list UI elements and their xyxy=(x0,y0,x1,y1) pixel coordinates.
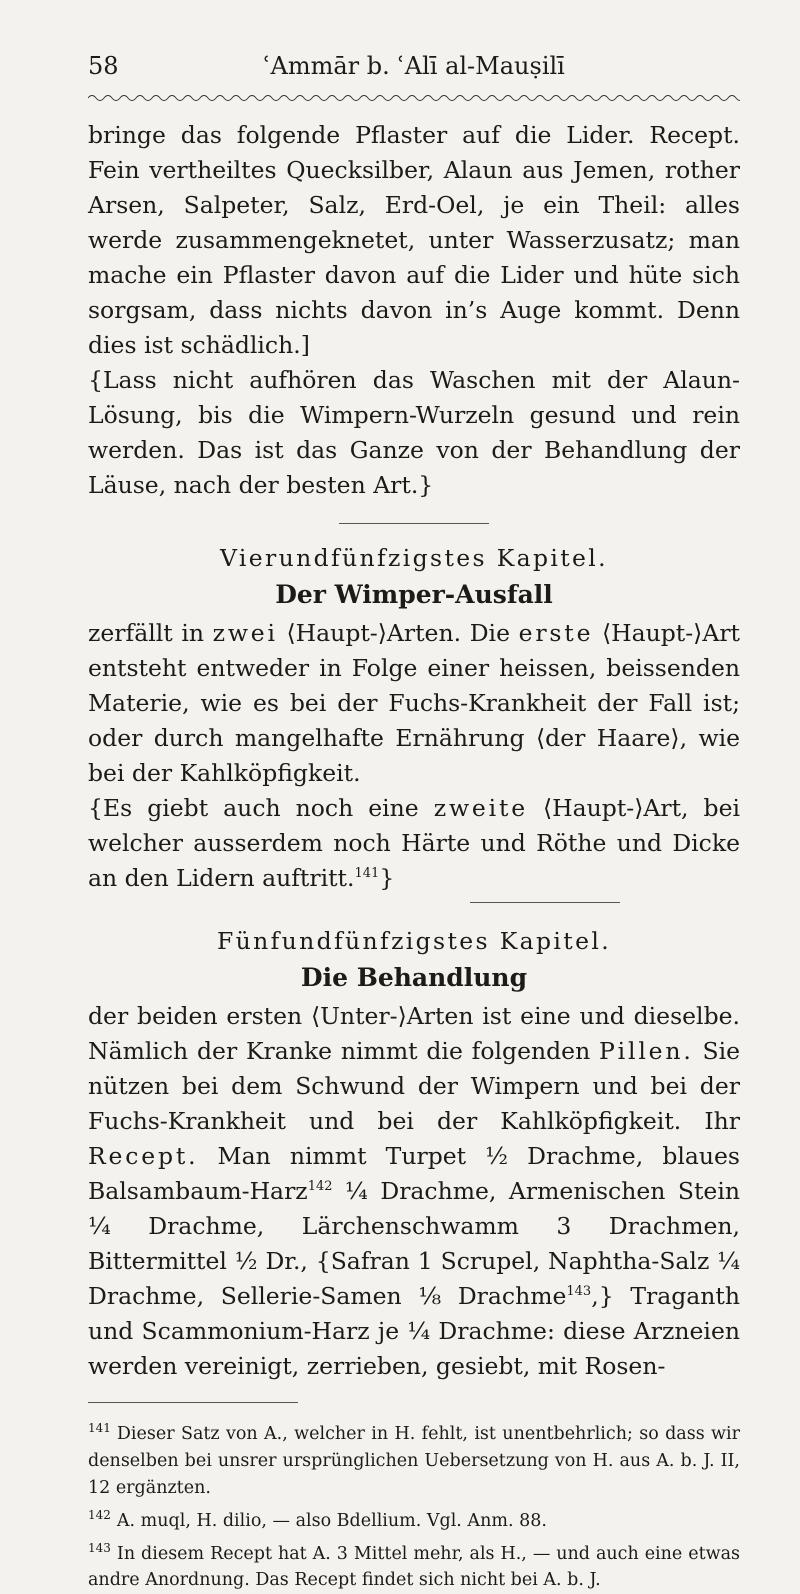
page-header xyxy=(88,52,740,98)
paragraph-pills-recipe: der beiden ersten ⟨Unter-⟩Arten ist eine und dieselbe. Nämlich der Kranke nimmt die folgenden Pillen. Sie nützen bei dem Schwund der Wimpern und bei der Fuchs-Krankheit und bei der Kahlköpfigkeit. Ihr Recept. Man nimmt Turpet ½ Drachme, blaues Balsambaum-Harz$^{142}$ ¼ Drachme, Armenischen Stein ¼ Drachme, Lärchenschwamm 3 Drachmen, Bittermittel ½ Dr., {Safran 1 Scrupel, Naphtha-Salz ¼ Drachme, Sellerie-Samen ⅛ Drachme$^{143}$,} Traganth und Scammonium-Harz je ¼ Drachme: diese Arzneien werden vereinigt, zerrieben, gesiebt, mit Rosen- xyxy=(88,1002,740,1380)
page-number: 58 xyxy=(88,52,119,80)
paragraph-alum-wash: {Lass nicht aufhören das Waschen mit der Alaun-Lösung, bis die Wimpern-Wurzeln gesund und rein werden. Das ist das Ganze von der Behandlung der Läuse, nach der besten Art.} xyxy=(88,366,740,499)
footnote-141: $^{141}$ Dieser Satz von A., welcher in H. fehlt, ist unentbehrlich; so dass wir denselben bei unsrer ursprünglichen Uebersetzung von H. aus A. b. J. II, 12 ergänzten. xyxy=(88,1421,740,1498)
footnote-142: $^{142}$ A. muql, H. dilio, — also Bdellium. Vgl. Anm. 88. xyxy=(88,1507,547,1531)
footnote-ref-141[interactable]: 141 xyxy=(354,866,380,882)
footnote-143: $^{143}$ In diesem Recept hat A. 3 Mittel mehr, als H., — und auch eine etwas andre Anordnung. Das Recept findet sich nicht bei A. b. J. xyxy=(88,1540,740,1591)
section-divider xyxy=(339,523,489,524)
section-divider xyxy=(470,902,620,903)
running-title: ʿAmmār b. ʿAlī al-Mauṣilī xyxy=(263,52,565,80)
footnote-ref-143[interactable]: 143 xyxy=(566,1284,592,1300)
footnote-ref-142[interactable]: 142 xyxy=(307,1179,333,1195)
chapter-55-number: Fünfundfünfzigstes Kapitel. xyxy=(216,927,612,955)
chapter-54-number: Vierundfünfzigstes Kapitel. xyxy=(220,544,608,572)
paragraph-two-kinds: zerfällt in zwei ⟨Haupt-⟩Arten. Die erste ⟨Haupt-⟩Art entsteht entweder in Folge einer heissen, beissenden Materie, wie es bei der Fuchs-Krankheit der Fall ist; oder durch mangelhafte Ernährung ⟨der Haare⟩, wie bei der Kahlköpfigkeit. xyxy=(88,619,740,787)
chapter-55-title: Die Behandlung xyxy=(300,963,528,992)
paragraph-second-kind: {Es giebt auch noch eine zweite ⟨Haupt-⟩Art, bei welcher ausserdem noch Härte und Röthe und Dicke an den Lidern auftritt.$^{141}$} xyxy=(88,794,740,892)
ornamental-rule xyxy=(88,92,740,104)
footnote-divider xyxy=(88,1402,298,1403)
chapter-54-title: Der Wimper-Ausfall xyxy=(275,580,553,609)
paragraph-recipe-plaster: bringe das folgende Pflaster auf die Lider. Recept. Fein vertheiltes Quecksilber, Alaun aus Jemen, rother Arsen, Salpeter, Salz, Erd-Oel, je ein Theil: alles werde zusammengeknetet, unter Wasserzusatz; man mache ein Pflaster davon auf die Lider und hüte sich sorgsam, dass nichts davon in’s Auge kommt. Denn dies ist schädlich.] xyxy=(88,121,740,359)
page xyxy=(88,52,740,1594)
